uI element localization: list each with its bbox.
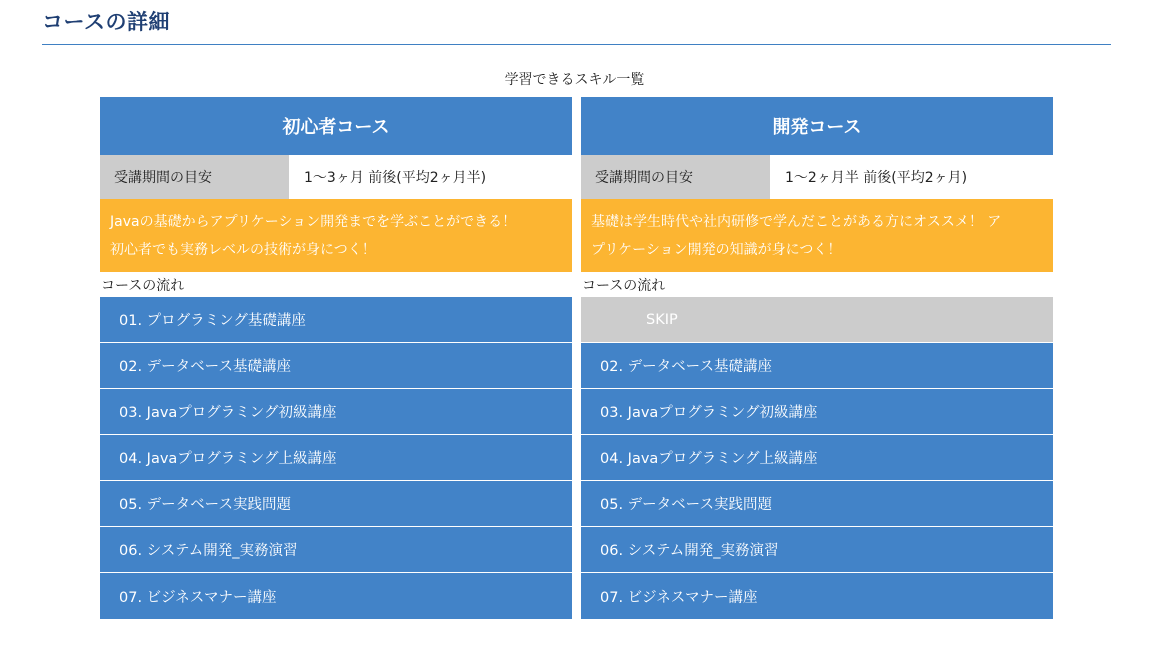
course-card-development [581, 97, 1053, 619]
flow-step: 07. ビジネスマナー講座 [581, 573, 1053, 619]
description-line: 基礎は学生時代や社内研修で学んだことがある方にオススメ！ ア [591, 214, 1002, 230]
flow-step: 03. Javaプログラミング初級講座 [100, 389, 572, 435]
description-line: プリケーション開発の知識が身につく！ [591, 242, 842, 258]
description-line: 初心者でも実務レベルの技術が身につく！ [110, 242, 376, 258]
period-row [581, 155, 1053, 199]
course-flow-list [581, 297, 1053, 619]
flow-step: 05. データベース実践問題 [581, 481, 1053, 527]
period-row [100, 155, 572, 199]
course-description [100, 199, 572, 272]
course-card-beginner [100, 97, 572, 619]
flow-step: 05. データベース実践問題 [100, 481, 572, 527]
flow-step: 02. データベース基礎講座 [581, 343, 1053, 389]
flow-step: 02. データベース基礎講座 [100, 343, 572, 389]
heading-divider [42, 44, 1111, 45]
flow-step: 06. システム開発_実務演習 [100, 527, 572, 573]
flow-step-skip: SKIP [581, 297, 1053, 343]
period-value: 1〜3ヶ月 前後(平均2ヶ月半) [304, 170, 487, 186]
flow-step: 03. Javaプログラミング初級講座 [581, 389, 1053, 435]
flow-step: 06. システム開発_実務演習 [581, 527, 1053, 573]
flow-step: 04. Javaプログラミング上級講座 [100, 435, 572, 481]
period-value: 1〜2ヶ月半 前後(平均2ヶ月) [785, 170, 968, 186]
course-description [581, 199, 1053, 272]
flow-step: 04. Javaプログラミング上級講座 [581, 435, 1053, 481]
period-label: 受講期間の目安 [100, 155, 289, 199]
page-title: コースの詳細 [42, 10, 170, 34]
period-label: 受講期間の目安 [581, 155, 770, 199]
description-line: Javaの基礎からアプリケーション開発までを学ぶことができる！ [110, 214, 517, 230]
flow-label: コースの流れ [101, 277, 185, 294]
course-flow-list [100, 297, 572, 619]
skills-caption: 学習できるスキル一覧 [504, 72, 645, 88]
course-title: 開発コース [581, 97, 1053, 155]
flow-step: 01. プログラミング基礎講座 [100, 297, 572, 343]
flow-label: コースの流れ [582, 277, 666, 294]
flow-step: 07. ビジネスマナー講座 [100, 573, 572, 619]
course-title: 初心者コース [100, 97, 572, 155]
